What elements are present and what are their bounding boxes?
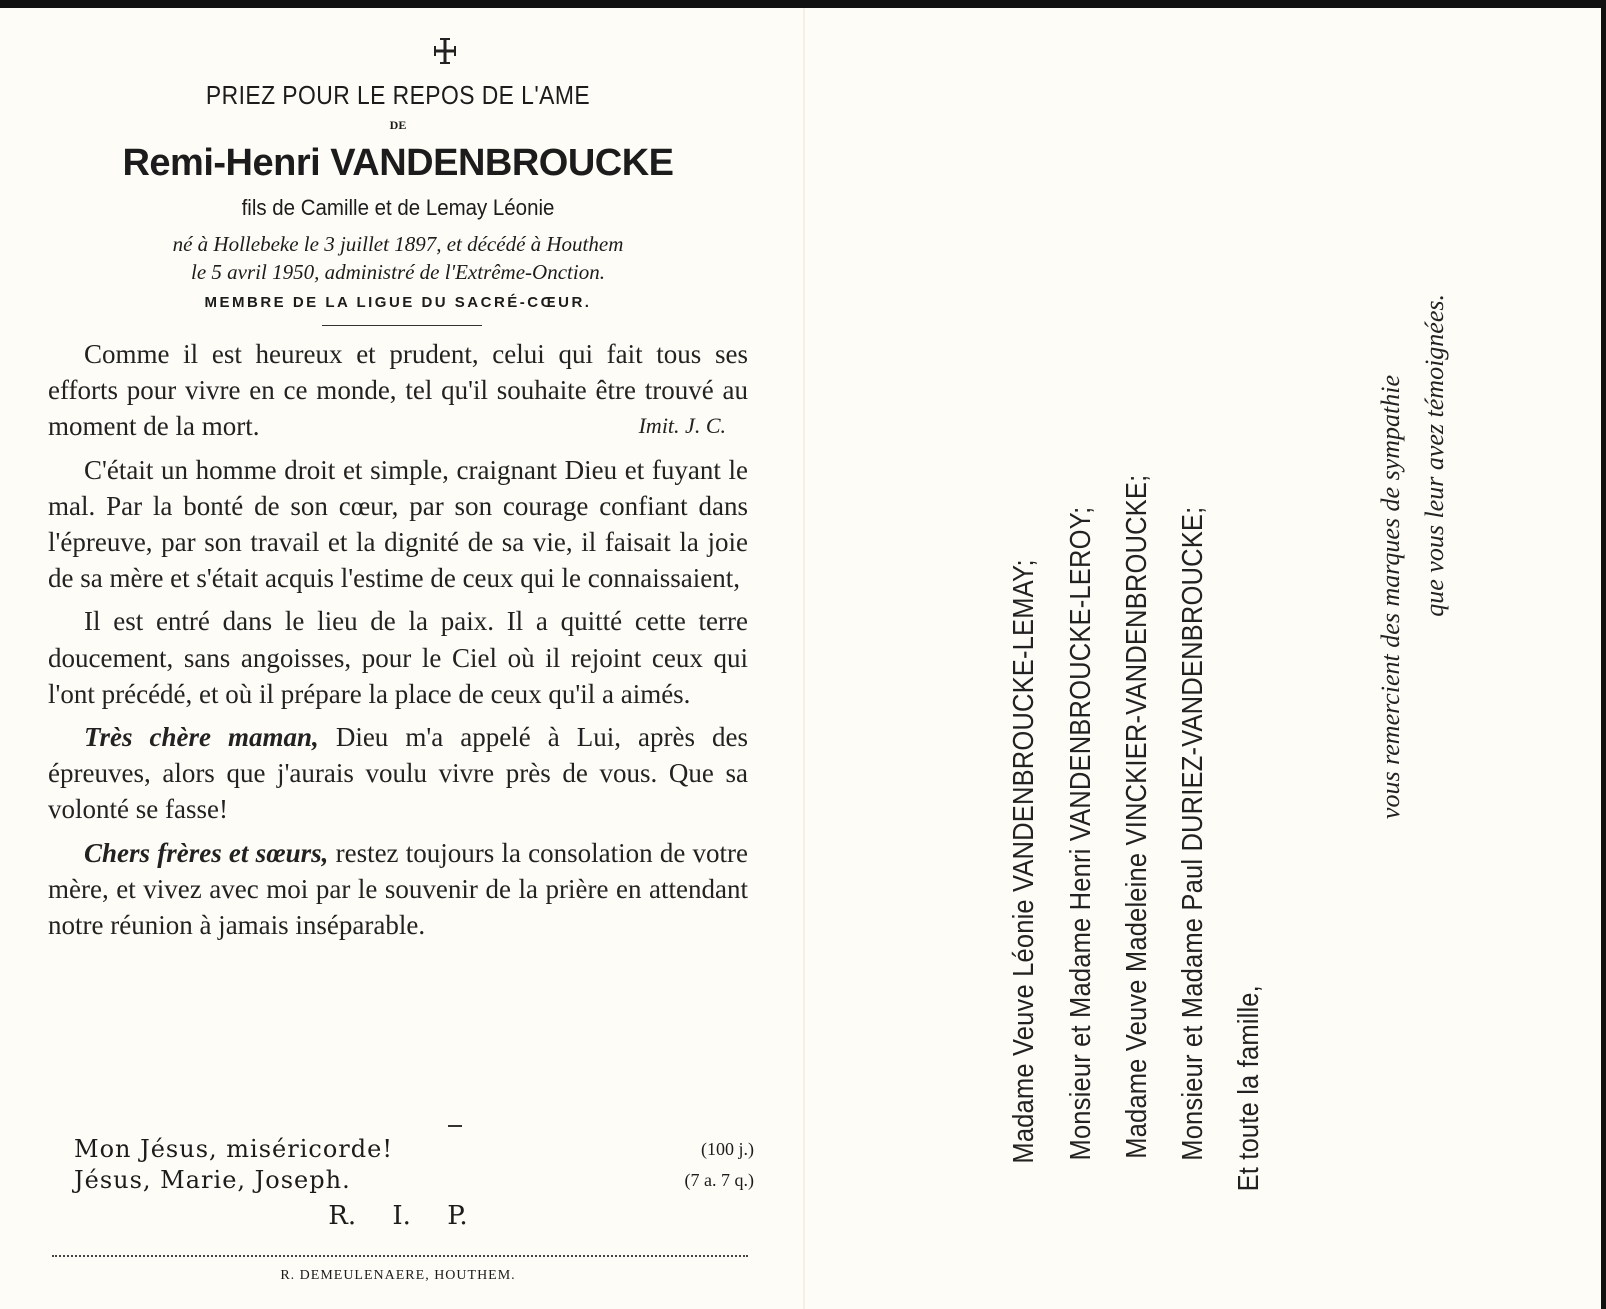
prayer-line: [74, 1166, 754, 1194]
paragraph: [48, 603, 748, 712]
paragraph-lead: Très chère maman,: [84, 722, 319, 753]
parents-line: fils de Camille et de Lemay Léonie: [241, 195, 555, 220]
citation: Imit. J. C.: [638, 413, 726, 439]
printer-imprint: R. DEMEULENAERE, HOUTHEM.: [280, 1268, 516, 1283]
birth-line: né à Hollebeke le 3 juillet 1897, et décédé à Houthem: [172, 232, 624, 256]
paragraph-lead: Chers frères et sœurs,: [84, 837, 329, 868]
prayer-text: Jésus, Marie, Joseph.: [74, 1166, 351, 1194]
death-line: le 5 avril 1950, administré de l'Extrême-Onction.: [191, 260, 605, 284]
rip-text: R. I. P.: [328, 1201, 468, 1231]
prayer-line: [74, 1135, 754, 1163]
family-member: Madame Veuve Madeleine VINCKIER-VANDENBROUCKE;: [1121, 474, 1153, 1159]
divider: [322, 325, 482, 326]
family-member: Monsieur et Madame Paul DURIEZ-VANDENBROUCKE;: [1177, 506, 1209, 1161]
membership-line: MEMBRE DE LA LIGUE DU SACRÉ-CŒUR.: [204, 294, 592, 311]
family-closing: Et toute la famille,: [1233, 984, 1265, 1191]
prayer-text: Mon Jésus, miséricorde!: [74, 1135, 393, 1163]
paragraph-text: C'était un homme droit et simple, craignant Dieu et fuyant le mal. Par la bonté de son cœur, par son courage confiant dans l'épreuve, par son travail et la dignité de sa vie, il faisait la joie de sa mère et s'était acquis l'estime de ceux qui le connaissaient,: [48, 454, 748, 594]
cross-icon: [434, 38, 456, 64]
paragraph: [48, 336, 748, 445]
paragraph-text: Il est entré dans le lieu de la paix. Il a quitté cette terre doucement, sans angoisses, pour le Ciel où il rejoint ceux qui l'ont précédé, et où il prépare la place de ceux qu'il a aimés.: [48, 606, 748, 709]
deceased-name: Remi-Henri VANDENBROUCKE: [122, 142, 674, 184]
paragraph-text: restez toujours la consolation de votre mère, et vivez avec moi par le souvenir de la prière en attendant notre réunion à jamais inséparable.: [48, 837, 748, 941]
paragraph-text: Comme il est heureux et prudent, celui qui fait tous ses efforts pour vivre en ce monde, tel qu'il souhaite être trouvé au moment de la mort.: [48, 339, 748, 442]
thanks-line-2: que vous leur avez témoignées.: [1420, 294, 1449, 617]
family-member: Monsieur et Madame Henri VANDENBROUCKE-LEROY;: [1065, 506, 1097, 1161]
paragraph: [48, 719, 748, 828]
paragraph: [48, 835, 748, 944]
de-label: DE: [389, 118, 407, 132]
prayer-heading: PRIEZ POUR LE REPOS DE L'AME: [205, 80, 591, 110]
scan-border-top: [0, 0, 1606, 8]
memorial-text: [48, 336, 748, 950]
paragraph-text: Dieu m'a appelé à Lui, après des épreuves, alors que j'aurais voulu vivre près de vous. Que sa volonté se fasse!: [48, 722, 748, 825]
card-fold: [803, 8, 805, 1309]
scan-border-right: [1601, 0, 1606, 1309]
short-dash: [448, 1125, 462, 1127]
indulgence: (100 j.): [701, 1139, 754, 1159]
indulgence: (7 a. 7 q.): [684, 1170, 754, 1190]
dotted-rule: [52, 1255, 748, 1257]
paragraph: [48, 452, 748, 597]
thanks-line-1: vous remercient des marques de sympathie: [1376, 374, 1405, 819]
family-member: Madame Veuve Léonie VANDENBROUCKE-LEMAY;: [1008, 559, 1040, 1164]
